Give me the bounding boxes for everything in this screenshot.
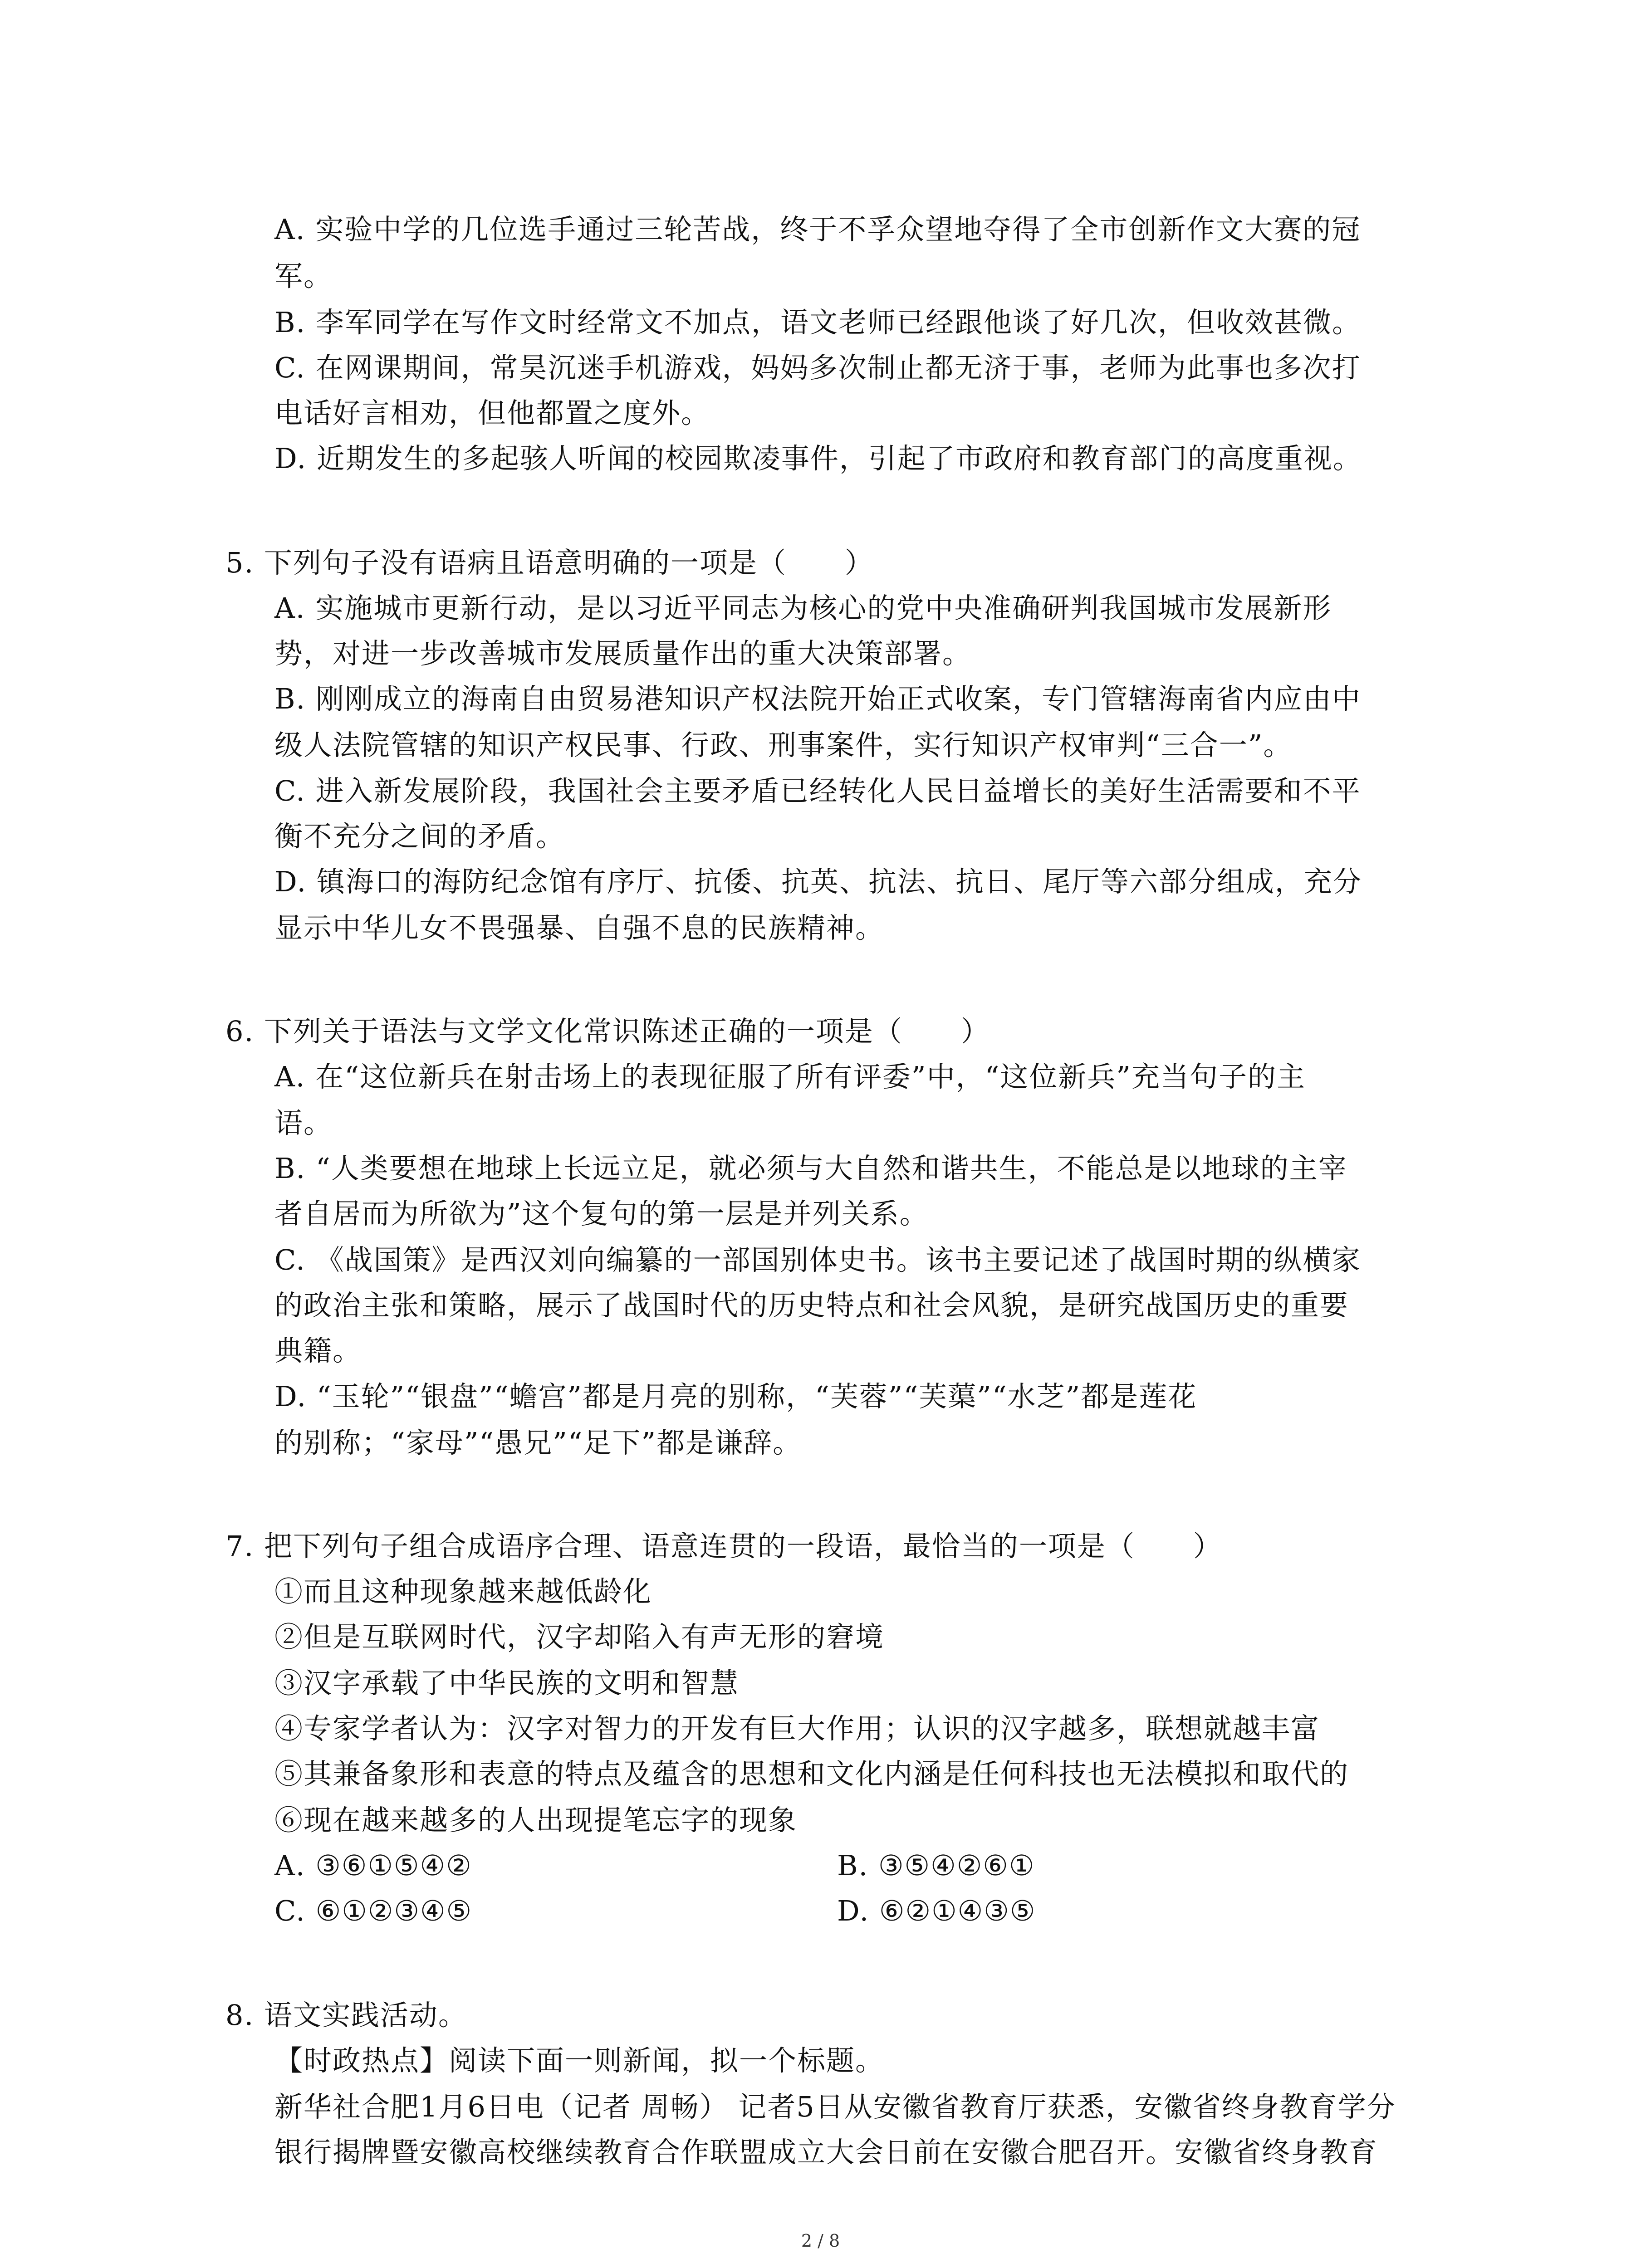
- q7-sentence-5: ⑤其兼备象形和表意的特点及蕴含的思想和文化内涵是任何科技也无法模拟和取代的: [274, 1757, 1349, 1790]
- q7-sentence-3: ③汉字承载了中华民族的文明和智慧: [274, 1667, 740, 1700]
- q4-option-c-line1: C. 在网课期间，常昊沉迷手机游戏，妈妈多次制止都无济于事，老师为此事也多次打: [274, 351, 1361, 384]
- q4-option-d-line1: D. 近期发生的多起骇人听闻的校园欺凌事件，引起了市政府和教育部门的高度重视。: [274, 442, 1362, 475]
- q7-sentence-1: ①而且这种现象越来越低龄化: [274, 1575, 652, 1608]
- q4-option-a-line1: A. 实验中学的几位选手通过三轮苦战，终于不孚众望地夺得了全市创新作文大赛的冠: [274, 213, 1361, 246]
- q5-stem: 5. 下列句子没有语病且语意明确的一项是（ ）: [225, 546, 874, 579]
- q6-option-d-line1: D. “玉轮”“银盘”“蟾宫”都是月亮的别称，“芙蓉”“芙蕖”“水芝”都是莲花: [274, 1380, 1197, 1413]
- page-number: 2 / 8: [801, 2231, 840, 2251]
- q7-option-c: C. ⑥①②③④⑤: [274, 1894, 473, 1927]
- q6-option-c-line2: 的政治主张和策略，展示了战国时代的历史特点和社会风貌，是研究战国历史的重要: [274, 1289, 1349, 1322]
- q5-option-b-line1: B. 刚刚成立的海南自由贸易港知识产权法院开始正式收案，专门管辖海南省内应由中: [274, 682, 1361, 715]
- q8-task: 【时政热点】阅读下面一则新闻，拟一个标题。: [274, 2044, 885, 2077]
- q7-sentence-2: ②但是互联网时代，汉字却陷入有声无形的窘境: [274, 1620, 885, 1653]
- q5-option-c-line2: 衡不充分之间的矛盾。: [274, 820, 565, 853]
- q4-option-a-line2: 军。: [274, 259, 333, 293]
- q7-option-a: A. ③⑥①⑤④②: [274, 1849, 472, 1882]
- q7-option-d: D. ⑥②①④③⑤: [837, 1894, 1036, 1927]
- q6-option-b-line2: 者自居而为所欲为”这个复句的第一层是并列关系。: [274, 1197, 929, 1230]
- q8-stem: 8. 语文实践活动。: [225, 1999, 467, 2032]
- q6-option-c-line1: C. 《战国策》是西汉刘向编纂的一部国别体史书。该书主要记述了战国时期的纵横家: [274, 1243, 1361, 1276]
- q4-option-c-line2: 电话好言相劝，但他都置之度外。: [274, 396, 710, 430]
- q7-stem: 7. 把下列句子组合成语序合理、语意连贯的一段语，最恰当的一项是（ ）: [225, 1530, 1222, 1563]
- q5-option-a-line1: A. 实施城市更新行动，是以习近平同志为核心的党中央准确研判我国城市发展新形: [274, 591, 1332, 625]
- q8-news-line2: 银行揭牌暨安徽高校继续教育合作联盟成立大会日前在安徽合肥召开。安徽省终身教育: [274, 2136, 1378, 2169]
- q5-option-a-line2: 势，对进一步改善城市发展质量作出的重大决策部署。: [274, 637, 972, 670]
- q5-option-c-line1: C. 进入新发展阶段，我国社会主要矛盾已经转化人民日益增长的美好生活需要和不平: [274, 774, 1361, 807]
- q5-option-d-line2: 显示中华儿女不畏强暴、自强不息的民族精神。: [274, 911, 885, 944]
- q6-option-b-line1: B. “人类要想在地球上长远立足，就必须与大自然和谐共生，不能总是以地球的主宰: [274, 1152, 1347, 1185]
- q7-option-b: B. ③⑤④②⑥①: [837, 1849, 1035, 1882]
- q7-sentence-4: ④专家学者认为：汉字对智力的开发有巨大作用；认识的汉字越多，联想就越丰富: [274, 1712, 1320, 1745]
- q6-option-a-line2: 语。: [274, 1106, 333, 1139]
- q6-stem: 6. 下列关于语法与文学文化常识陈述正确的一项是（ ）: [225, 1015, 990, 1048]
- q6-option-a-line1: A. 在“这位新兵在射击场上的表现征服了所有评委”中，“这位新兵”充当句子的主: [274, 1060, 1306, 1093]
- q7-sentence-6: ⑥现在越来越多的人出现提笔忘字的现象: [274, 1804, 798, 1837]
- q5-option-b-line2: 级人法院管辖的知识产权民事、行政、刑事案件，实行知识产权审判“三合一”。: [274, 728, 1293, 762]
- q5-option-d-line1: D. 镇海口的海防纪念馆有序厅、抗倭、抗英、抗法、抗日、尾厅等六部分组成，充分: [274, 865, 1362, 898]
- q6-option-d-line2: 的别称；“家母”“愚兄”“足下”都是谦辞。: [274, 1426, 802, 1459]
- q6-option-c-line3: 典籍。: [274, 1334, 362, 1367]
- q4-option-b-line1: B. 李军同学在写作文时经常文不加点，语文老师已经跟他谈了好几次，但收效甚微。: [274, 306, 1361, 339]
- q8-news-line1: 新华社合肥1月6日电（记者 周畅） 记者5日从安徽省教育厅获悉，安徽省终身教育学分: [274, 2090, 1396, 2123]
